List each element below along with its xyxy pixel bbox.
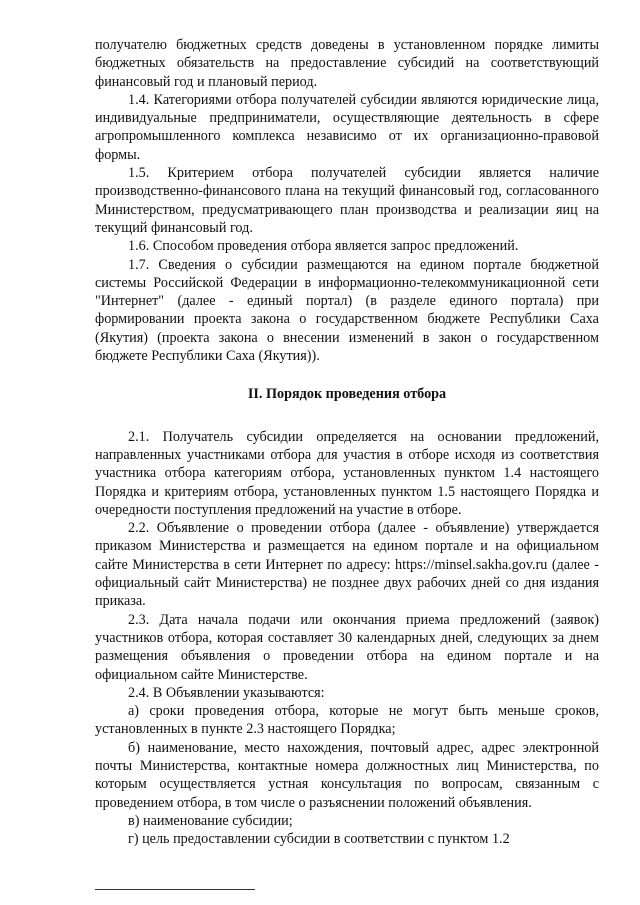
- paragraph: в) наименование субсидии;: [128, 812, 293, 829]
- paragraph: б) наименование, место нахождения, почтовый адрес, адрес электронной почты Министерства, контактные номера должностных лиц Министерства, по которым осуществляется устная консультация по вопросам, связанным с проведением отбора, в том числе о разъяснении положений объявления.: [95, 739, 599, 811]
- paragraph: а) сроки проведения отбора, которые не могут быть меньше сроков, установленных в пункте 2.3 настоящего Порядка;: [95, 703, 599, 738]
- document-body-part1: [95, 36, 599, 365]
- paragraph: 1.7. Сведения о субсидии размещаются на едином портале бюджетной системы Российской Федерации в информационно-телекоммуникационной сети "Интернет" (далее - единый портал) (в разделе единого портала) при формировании проекта закона о государственном бюджете Республики Саха (Якутия) (проекта закона о внесении изменений в закон о государственном бюджете Республики Саха (Якутия)).: [95, 256, 599, 365]
- section-heading: II. Порядок проведения отбора: [247, 386, 447, 403]
- paragraph: 2.4. В Объявлении указываются:: [128, 684, 325, 701]
- document-body-part2: [95, 428, 599, 849]
- paragraph: 1.4. Категориями отбора получателей субсидии являются юридические лица, индивидуальные предприниматели, осуществляющие деятельность в сфере агропромышленного комплекса независимо от их организационно-правовой формы.: [95, 91, 599, 163]
- paragraph: получателю бюджетных средств доведены в установленном порядке лимиты бюджетных обязательств на предоставление субсидий на соответствующий финансовый год и плановый период.: [95, 37, 599, 90]
- paragraph: 2.3. Дата начала подачи или окончания приема предложений (заявок) участников отбора, которая составляет 30 календарных дней, следующих за днем размещения объявления о проведении отбора на едином портале и на официальном сайте Министерстве.: [95, 611, 599, 683]
- paragraph: 1.6. Способом проведения отбора является запрос предложений.: [128, 238, 519, 255]
- paragraph: г) цель предоставлении субсидии в соответствии с пунктом 1.2: [128, 831, 510, 848]
- paragraph: 2.1. Получатель субсидии определяется на основании предложений, направленных участниками отбора для участия в отборе исходя из соответствия участника отбора категориям отбора, установленных пунктом 1.4 настоящего Порядка и критериям отбора, установленных пунктом 1.5 настоящего Порядка и очередности поступления предложений на участие в отборе.: [95, 428, 599, 518]
- paragraph: 2.2. Объявление о проведении отбора (далее - объявление) утверждается приказом Министерства и размещается на едином портале и на официальном сайте Министерства в сети Интернет по адресу: https://minsel.sakha.gov.ru (далее - официальный сайт Министерства) не позднее двух рабочих дней со дня издания приказа.: [95, 520, 599, 610]
- footnote-divider: [95, 889, 255, 890]
- paragraph: 1.5. Критерием отбора получателей субсидии является наличие производственно-финансового плана на текущий финансовый год, согласованного Министерством, предусматривающего план производства и реализации яиц на текущий финансовый год.: [95, 165, 599, 236]
